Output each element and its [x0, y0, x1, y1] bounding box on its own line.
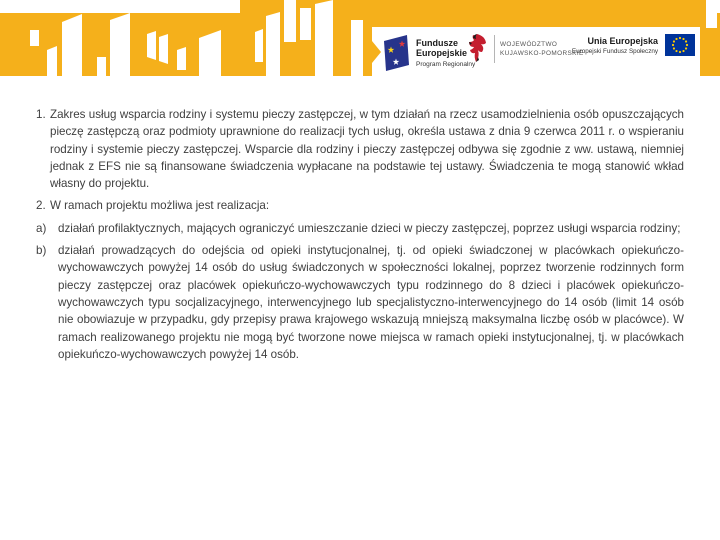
logo-divider: [494, 35, 495, 63]
item-marker: 2.: [36, 199, 46, 213]
logo-strip: [372, 27, 700, 78]
wojewodztwo-kujawsko-pomorskie-logo: [465, 33, 584, 65]
item-text: W ramach projektu możliwa jest realizacja:: [50, 199, 270, 213]
kp-logo-line1: WOJEWÓDZTWO: [500, 41, 558, 48]
unia-europejska-logo: [572, 34, 695, 56]
item-text: działań profilaktycznych, mających ograniczyć umieszczanie dzieci w pieczy zastępczej, poprzez usługi wsparcia rodziny;: [58, 221, 681, 235]
list-item: [36, 220, 684, 237]
fe-logo-title-line2: Europejskie: [416, 48, 468, 58]
fundusze-europejskie-logo: [382, 34, 475, 72]
item-marker: a): [36, 221, 47, 235]
item-text: Zakres usług wsparcia rodziny i systemu pieczy zastępczej, w tym działań na rzecz usamodzielnienia osób opuszczających pieczę zastępczą oraz podmioty uprawnione do realizacji tych usług, określa ustawa z dnia 9 czerwca 2011 r. o wspieraniu rodziny i systemie pieczy zastępczej. Wsparcie dla rodziny i pieczy zastępczej odbywa się zgodnie z ww. ustawą, niemniej jednak z EFS nie są finansowane świadczenia wypłacane na podstawie tej ustawy. Świadczenia te mogą stanowić wkład własny do projektu.: [50, 108, 684, 191]
slide-body-text: [36, 106, 684, 368]
fe-logo-title-line1: Fundusze: [416, 38, 458, 48]
list-item: [36, 197, 684, 214]
yellow-notch-decoration: [372, 41, 381, 63]
eu-flag-icon: [665, 34, 695, 56]
fe-logo-subtitle: Program Regionalny: [416, 61, 476, 68]
item-marker: 1.: [36, 108, 46, 121]
item-marker: b): [36, 244, 47, 258]
list-item: [36, 106, 684, 192]
list-item: [36, 242, 684, 363]
fe-flag-icon: [382, 34, 410, 72]
eu-logo-subtitle: Europejski Fundusz Społeczny: [571, 47, 658, 55]
eu-logo-title: Unia Europejska: [587, 35, 658, 46]
voivodeship-crest-icon: [465, 33, 489, 65]
item-text: działań prowadzących do odejścia od opieki instytucjonalnej, tj. od opieki świadczonej w placówkach opiekuńczo-wychowawczych powyżej 14 osób do usług świadczonych w społeczności lokalnej, poprzez tworzenie rodzinnych form pieczy zastępczej oraz placówek opiekuńczo-wychowawczych typu rodzinnego do 8 dzieci i placówek opiekuńczo-wychowawczych typu socjalizacyjnego, interwencyjnego lub specjalistyczno-interwencyjnego do 14 osób (limit 14 osób nie obowiazuje w przypadku, gdy przepisy prawa krajowego wskazują mniejszą maksymalna liczbę osób w placówce). W ramach realizowanego projektu nie mogą być tworzone nowe miejsca w ramach opieki instytucjonalnej, tj. w placówkach opiekuńczo-wychowawczych powyżej 14 osób.: [58, 244, 684, 361]
kp-logo-line2: KUJAWSKO-POMORSKIE: [500, 50, 584, 57]
